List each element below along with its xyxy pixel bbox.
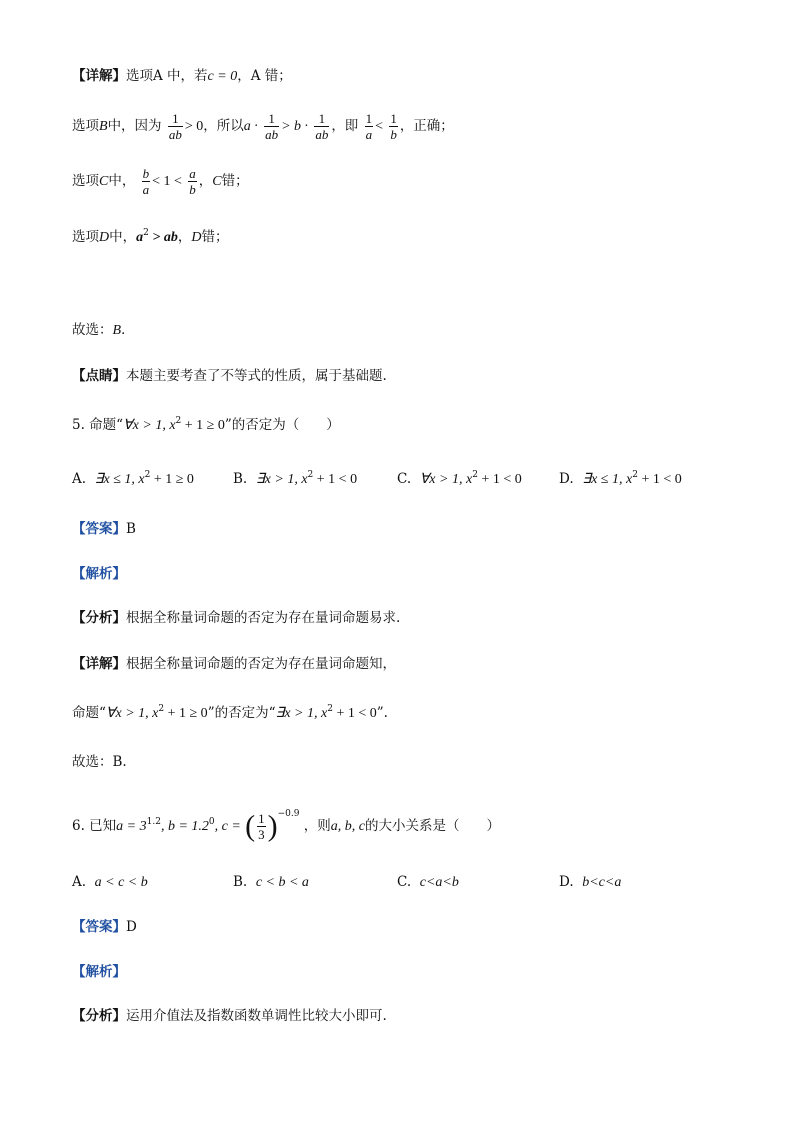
superscript: 2 (327, 704, 333, 714)
q6-option-b (233, 872, 309, 893)
option-label: D. (559, 471, 574, 487)
math: b<c<a (582, 875, 622, 890)
math: > 0 (184, 119, 204, 134)
math: C (212, 174, 222, 189)
text: 命题“ (72, 705, 106, 721)
detail-line-a (72, 66, 292, 87)
option-label: C. (397, 471, 412, 487)
text: 本题主要考查了不等式的性质，属于基础题. (126, 368, 387, 384)
math: c<a<b (419, 875, 459, 890)
fraction (168, 111, 183, 142)
math: c = 0 (207, 69, 238, 84)
fraction (314, 111, 329, 142)
text: 错； (221, 173, 249, 189)
right-paren: ) (267, 809, 278, 843)
text: 中， (109, 229, 137, 245)
option-label: B. (233, 471, 248, 487)
math: ∀x > 1, x (419, 472, 473, 487)
comment-tag: 【点睛】 (72, 368, 126, 384)
answer-tag: 【答案】 (72, 919, 126, 935)
denominator: ab (265, 127, 279, 142)
math: D (191, 230, 202, 245)
denominator: 3 (258, 827, 265, 842)
text: ，即 (331, 118, 359, 134)
math: + 1 < 0 (313, 472, 358, 487)
math: B (99, 119, 108, 134)
math: a (136, 230, 144, 245)
analysis-summary-5 (72, 608, 400, 628)
text: ， (177, 229, 192, 245)
choose-line-5 (72, 752, 127, 772)
text: 5. 命题“ (72, 417, 124, 433)
option-label: C. (397, 874, 412, 890)
math: a = 3 (116, 819, 147, 834)
text: 的大小关系是（ ） (364, 818, 500, 834)
math: ∃x ≤ 1, x (94, 472, 145, 487)
superscript: −0.9 (277, 809, 300, 819)
numerator: b (142, 166, 150, 181)
text: 中， (108, 173, 136, 189)
superscript: 1.2 (146, 817, 161, 827)
numerator: 1 (314, 111, 329, 127)
math: B (112, 323, 122, 338)
text: 中，因为 (107, 118, 162, 134)
text: ”的否定为（ ） (224, 417, 340, 433)
answer-tag: 【答案】 (72, 521, 126, 537)
option-d-analysis (72, 227, 228, 248)
numerator: a (189, 166, 196, 181)
math: + 1 ≥ 0 (150, 472, 194, 487)
math: ∃x > 1, x (255, 472, 308, 487)
detail-tag: 【详解】 (72, 656, 126, 672)
q6-option-d (559, 872, 621, 893)
analysis-tag: 【解析】 (72, 566, 126, 582)
text: ，所以 (203, 118, 244, 134)
math: , c = (214, 819, 241, 834)
text: 选项 (72, 173, 99, 189)
superscript: 2 (144, 470, 151, 480)
text: 选项 (72, 229, 99, 245)
text: ， (198, 173, 213, 189)
math: + 1 < 0 (637, 472, 682, 487)
numerator: 1 (390, 111, 397, 126)
superscript: 2 (632, 470, 638, 480)
comment-line (72, 366, 387, 386)
numerator: 1 (168, 111, 183, 127)
math: C (99, 174, 109, 189)
superscript: 2 (175, 416, 182, 426)
text: 根据全称量词命题的否定为存在量词命题知， (126, 656, 396, 672)
math: ∀x > 1, x (105, 706, 159, 721)
superscript: 0 (208, 817, 215, 827)
text: ，则 (303, 818, 331, 834)
analysis-summary-6 (72, 1006, 387, 1026)
fraction (257, 811, 266, 842)
math: ∃x > 1, x (275, 706, 328, 721)
math: a, b, c (330, 819, 365, 834)
text: 选项 (72, 118, 99, 134)
answer-5 (72, 519, 136, 539)
math: + 1 ≥ 0 (181, 418, 225, 433)
denominator: b (189, 182, 196, 197)
text: 故选：B. (72, 754, 127, 770)
text: 错； (201, 229, 229, 245)
math: D (99, 230, 110, 245)
text: 根据全称量词命题的否定为存在量词命题易求. (126, 610, 401, 626)
math: a < c < b (94, 875, 148, 890)
text: 选项A 中，若 (126, 68, 208, 84)
question-6 (72, 806, 500, 847)
fraction (264, 111, 279, 142)
choose-line-1 (72, 320, 135, 341)
option-c-analysis (72, 163, 249, 200)
left-paren: ( (245, 809, 256, 843)
text: ”的否定为“ (207, 705, 276, 721)
fraction (365, 111, 374, 142)
analysis-5 (72, 564, 126, 584)
answer-6 (72, 917, 137, 937)
analysis-tag: 【解析】 (72, 964, 126, 980)
math: , b = 1.2 (160, 819, 209, 834)
math: c < b < a (255, 875, 309, 890)
text: D (126, 919, 137, 935)
fraction (142, 166, 151, 197)
text: ． (121, 322, 135, 338)
text: B (126, 521, 136, 537)
fraction (389, 111, 398, 142)
q6-option-a (72, 872, 148, 893)
numerator: 1 (258, 811, 265, 826)
math: a · (243, 119, 258, 134)
q6-option-c (397, 872, 459, 893)
superscript: 2 (143, 228, 149, 238)
summary-tag: 【分析】 (72, 1008, 126, 1024)
math: + 1 < 0 (477, 472, 522, 487)
math: < (375, 119, 384, 134)
detail-5-line-2 (72, 703, 388, 724)
option-b-analysis (72, 108, 454, 145)
summary-tag: 【分析】 (72, 610, 126, 626)
denominator: a (142, 182, 150, 197)
text: 6. 已知 (72, 818, 117, 834)
denominator: ab (168, 127, 182, 142)
detail-5 (72, 654, 396, 674)
question-5 (72, 415, 340, 436)
text: ，正确； (399, 118, 454, 134)
numerator: 1 (365, 111, 373, 126)
q5-option-a (72, 469, 194, 490)
denominator: ab (315, 127, 329, 142)
fraction (188, 166, 197, 197)
superscript: 2 (158, 704, 165, 714)
math: ∀x > 1, x (123, 418, 176, 433)
math: > b · (281, 119, 309, 134)
text: ”. (376, 705, 388, 721)
option-label: D. (559, 874, 574, 890)
superscript: 2 (472, 470, 478, 480)
math: > ab (148, 230, 178, 245)
math: ∃x ≤ 1, x (582, 472, 633, 487)
math: + 1 < 0 (332, 706, 377, 721)
text: ，A 错； (237, 68, 292, 84)
analysis-6 (72, 962, 126, 982)
superscript: 2 (307, 470, 314, 480)
option-label: A. (72, 471, 87, 487)
text: 故选： (72, 322, 113, 338)
q5-option-c (397, 469, 522, 490)
q5-option-d (559, 469, 682, 490)
q5-option-b (233, 469, 357, 490)
numerator: 1 (264, 111, 279, 127)
math: + 1 ≥ 0 (164, 706, 208, 721)
math: < 1 < (152, 174, 182, 189)
option-label: B. (233, 874, 248, 890)
text: 运用介值法及指数函数单调性比较大小即可. (126, 1008, 387, 1024)
denominator: a (365, 127, 373, 142)
option-label: A. (72, 874, 87, 890)
denominator: b (390, 127, 397, 142)
detail-tag: 【详解】 (72, 68, 126, 84)
